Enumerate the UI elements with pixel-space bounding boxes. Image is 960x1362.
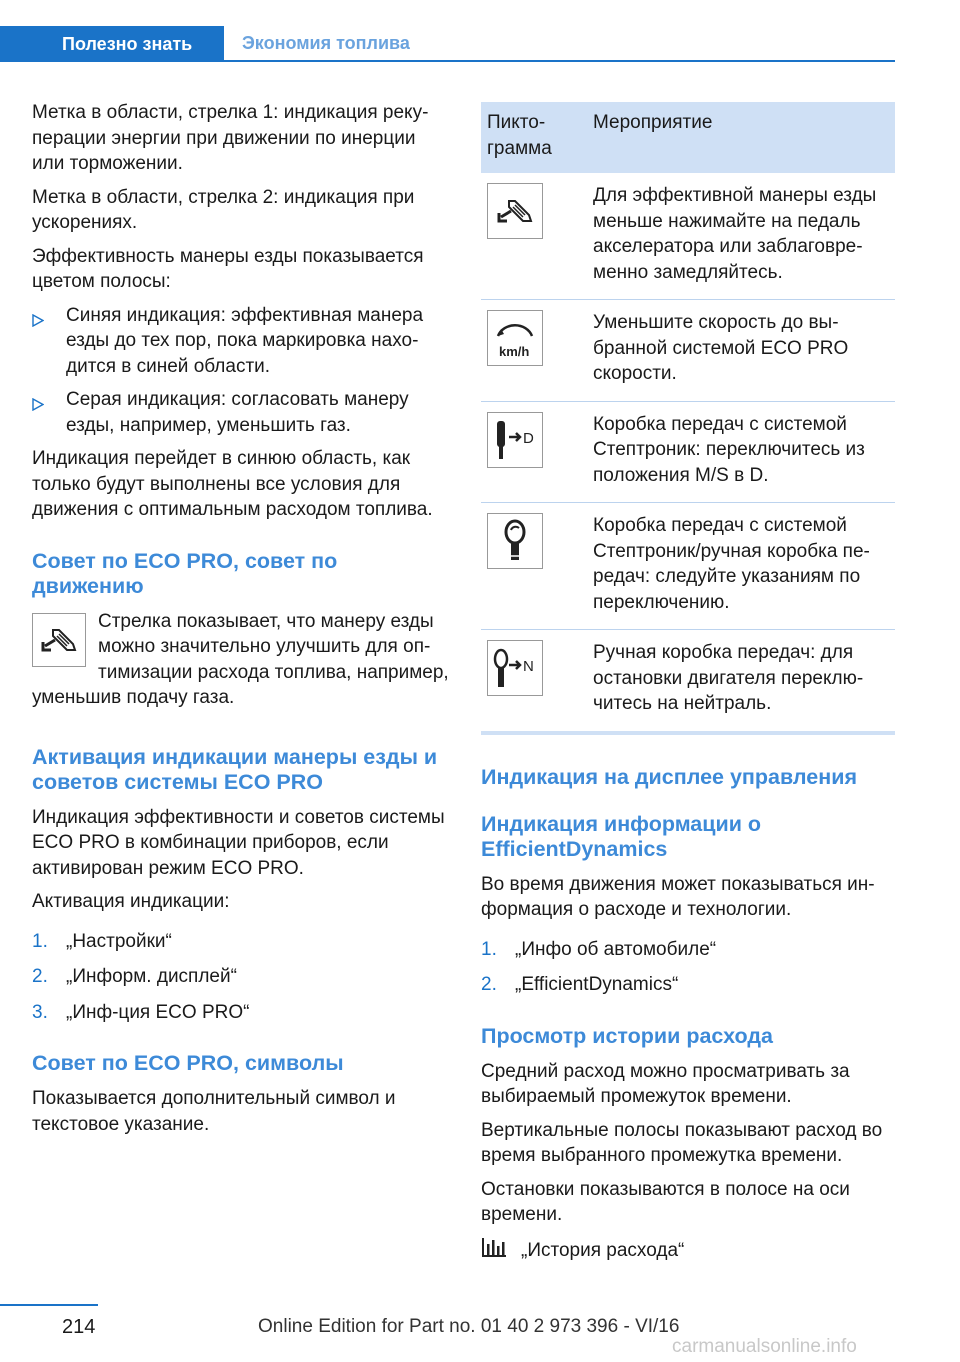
section-heading-info: Индикация информации о EfficientDynamics (481, 811, 762, 861)
pedal-icon (487, 183, 543, 239)
page-number: 214 (62, 1316, 96, 1338)
list-item: 1. „Настройки“ (32, 930, 172, 952)
gear-letter-n: N (523, 658, 534, 675)
history-menu-item: „История расхода“ (481, 1236, 895, 1266)
table-row (481, 401, 895, 503)
section-heading-tip: Совет по ECO PRO, совет по движению (32, 548, 338, 598)
paragraph: Метка в области, стрелка 1: индикация рекуперации энергии при движении по инерции или торможении. (32, 102, 429, 174)
gear-shift-d-icon (487, 412, 543, 468)
list-item: 2. „EfficientDynamics“ (481, 974, 679, 995)
header-divider (0, 60, 895, 62)
watermark: carmanualsonline.info (672, 1336, 857, 1357)
table-row (481, 300, 895, 402)
table-header-row (481, 102, 895, 173)
section-heading-display: Индикация на дисплее управления (481, 764, 858, 789)
bar-chart-icon (481, 1236, 507, 1266)
steps-list (32, 929, 450, 1026)
paragraph: Вертикальные полосы показывают расход во время выбранного промежутка времени. (481, 1119, 883, 1166)
tab-useful-to-know[interactable]: Полезно знать (0, 26, 224, 62)
pictogram-table (481, 102, 895, 735)
paragraph: Средний расход можно просматривать за выбираемый промежуток времени. (481, 1060, 850, 1107)
gear-shift-n-icon (487, 640, 543, 696)
table-row (481, 503, 895, 630)
triangle-bullet-icon (32, 393, 44, 419)
page-header (0, 26, 895, 62)
section-heading-activate: Активация индикации манеры езды и советов системы ECO PRO (32, 744, 438, 794)
section-heading-symbols: Совет по ECO PRO, символы (32, 1051, 344, 1075)
column-header-pictogram: Пиктограмма (481, 102, 587, 173)
footer-divider (0, 1304, 98, 1306)
pedal-icon (32, 613, 86, 667)
paragraph: Активация индикации: (32, 891, 230, 912)
left-column (32, 100, 450, 1145)
list-item: 3. „Инф-ция ECO PRO“ (32, 1001, 250, 1023)
table-cell: Уменьшите скорость до выбранной системой ECO PRO скорости. (587, 300, 895, 402)
gear-letter-d: D (523, 429, 534, 447)
paragraph: Индикация перейдет в синюю область, как только будут выполнены все условия для движения с оптимальным расходом топлива. (32, 448, 433, 520)
paragraph: Показывается дополнительный символ и текстовое указание. (32, 1088, 396, 1135)
column-header-action: Мероприятие (587, 102, 895, 173)
table-cell: Коробка передач с системой Стептроник: переключитесь из положения M/S в D. (587, 401, 895, 503)
table-cell: Ручная коробка передач: для остановки двигателя переключитесь на нейтраль. (587, 630, 895, 733)
section-heading-history: Просмотр истории расхода (481, 1023, 773, 1048)
speedometer-kmh-icon (487, 310, 543, 366)
list-item: 1. „Инфо об автомобиле“ (481, 938, 717, 960)
bullet-list (32, 303, 450, 439)
gear-shift-icon (487, 513, 543, 569)
paragraph: Остановки показываются в полосе на оси времени. (481, 1178, 850, 1225)
edition-text: Online Edition for Part no. 01 40 2 973 396 - VI/16 (258, 1316, 680, 1337)
table-row (481, 173, 895, 300)
list-item: 2. „Информ. дисплей“ (32, 966, 237, 987)
kmh-label: km/h (499, 344, 530, 359)
paragraph: Во время движения может показываться информация о расходе и технологии. (481, 873, 875, 920)
paragraph: Метка в области, стрелка 2: индикация при ускорениях. (32, 186, 415, 233)
paragraph: Индикация эффективности и советов системы ECO PRO в комбинации приборов, если активирован режим ECO PRO. (32, 806, 445, 879)
tab-fuel-economy[interactable]: Экономия топлива (242, 33, 410, 53)
info-list (481, 937, 895, 998)
paragraph: Эффективность манеры езды показывается цветом полосы: (32, 245, 424, 292)
right-column (481, 102, 895, 1273)
triangle-bullet-icon (32, 309, 44, 335)
table-cell: Коробка передач с системой Стептроник/ручная коробка передач: следуйте указаниям по переключению. (587, 503, 895, 630)
list-item: Серая индикация: согласовать манеру езды, например, уменьшить газ. (32, 387, 450, 438)
table-row (481, 630, 895, 733)
tip-block (32, 609, 450, 719)
table-cell: Для эффективной манеры езды меньше нажимайте на педаль акселератора или заблаговременно замедляйтесь. (587, 173, 895, 300)
paragraph: Стрелка показывает, что манеру езды можно значительно улучшить для оптимизации расхода топлива, например, уменьшив подачу газа. (32, 610, 449, 708)
list-item: Синяя индикация: эффективная манера езды до тех пор, пока маркировка находится в синей области. (32, 303, 450, 380)
